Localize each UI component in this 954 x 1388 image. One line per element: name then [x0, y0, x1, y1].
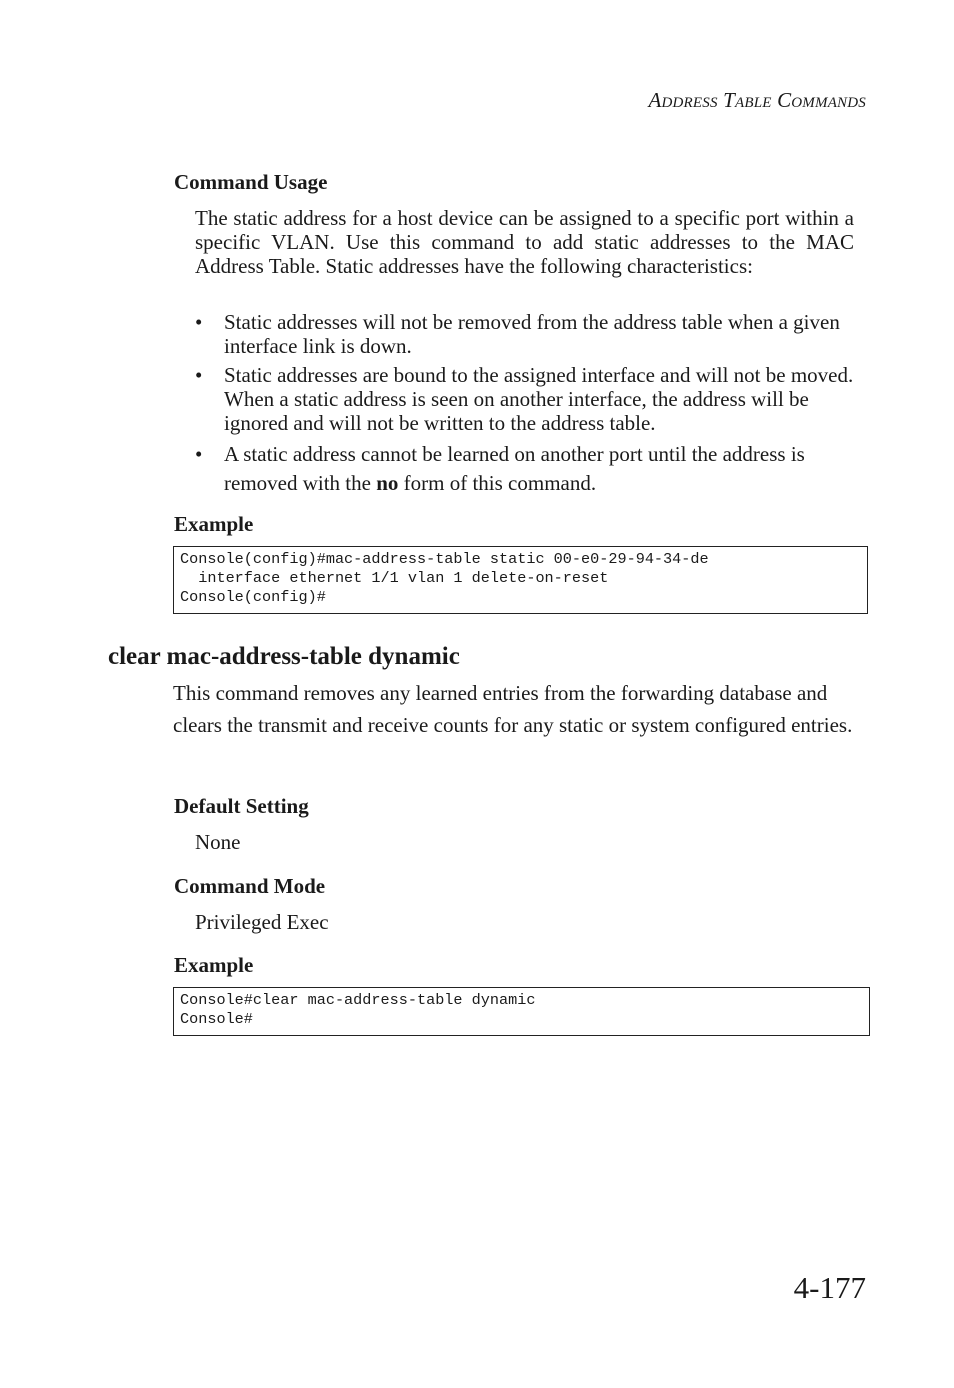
command-title: clear mac-address-table dynamic: [108, 643, 460, 670]
code-line: Console#: [180, 1010, 253, 1028]
bullet-icon: •: [195, 363, 203, 387]
bullet-icon: •: [195, 310, 203, 334]
list-item: • Static addresses will not be removed from the address table when a given interface link is down.: [195, 310, 840, 358]
default-setting-heading: Default Setting: [174, 794, 309, 818]
command-mode-value: Privileged Exec: [195, 910, 329, 934]
command-usage-heading: Command Usage: [174, 170, 328, 194]
default-setting-value: None: [195, 830, 241, 854]
code-line: Console(config)#mac-address-table static 00-e0-29-94-34-de: [180, 550, 709, 568]
characteristics-list: [195, 310, 865, 503]
command-mode-heading: Command Mode: [174, 874, 326, 898]
example-heading-2: Example: [174, 953, 254, 977]
no-keyword: no: [376, 471, 399, 495]
page-number: 4-177: [793, 1270, 866, 1305]
code-example-1: [173, 546, 868, 614]
code-line: Console#clear mac-address-table dynamic: [180, 991, 536, 1009]
bullet-icon: •: [195, 442, 203, 466]
code-example-2: [173, 987, 870, 1036]
command-description: This command removes any learned entries from the forwarding database and clears the transmit and receive counts for any static or system configured entries.: [173, 681, 853, 737]
code-line: interface ethernet 1/1 vlan 1 delete-on-reset: [180, 569, 609, 587]
example-heading: Example: [174, 512, 254, 536]
command-usage-text: The static address for a host device can be assigned to a specific port within a specific VLAN. Use this command to add static addresses to the MAC Address Table. Static addresses have the following characteristics:: [195, 206, 854, 278]
running-header: Address Table Commands: [648, 88, 866, 112]
code-line: Console(config)#: [180, 588, 326, 606]
list-item: • Static addresses are bound to the assigned interface and will not be moved. When a static address is seen on another interface, the address will be ignored and will not be written to the address table.: [195, 363, 854, 435]
list-item: • A static address cannot be learned on another port until the address is removed with the no form of this command.: [195, 442, 805, 495]
